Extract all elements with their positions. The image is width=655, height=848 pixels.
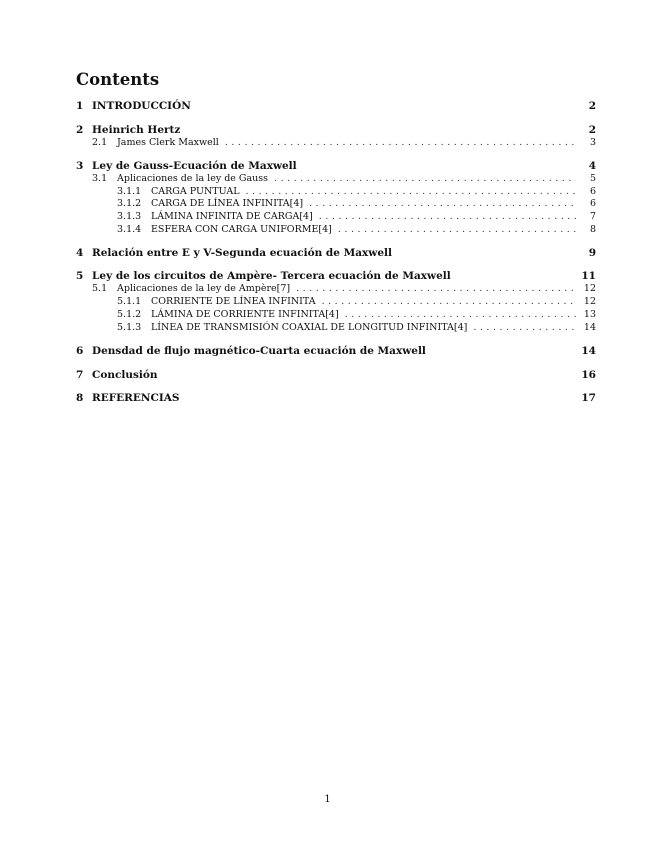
toc-entry-4[interactable] xyxy=(76,247,596,261)
toc-entry-number: 3.1.3 xyxy=(117,211,142,222)
toc-entry-number: 5.1.1 xyxy=(117,296,142,307)
toc-entry-title: LÁMINA INFINITA DE CARGA[4] xyxy=(151,211,313,222)
toc-entry-title: Aplicaciones de la ley de Gauss xyxy=(117,173,269,184)
toc-entry-number: 3.1 xyxy=(92,173,108,184)
toc-entry-6[interactable] xyxy=(76,345,596,359)
toc-entry-page: 6 xyxy=(589,198,596,209)
toc-entry-page: 17 xyxy=(581,392,596,404)
toc-entry-title: Ley de Gauss-Ecuación de Maxwell xyxy=(92,160,297,172)
toc-entry-page: 7 xyxy=(589,211,596,222)
toc-entry-number: 5.1.3 xyxy=(117,322,142,333)
toc-dot-leader xyxy=(246,186,576,197)
toc-entry-3-1[interactable] xyxy=(76,173,596,187)
toc-entry-number: 3.1.4 xyxy=(117,224,142,235)
toc-entry-number: 2 xyxy=(76,124,84,136)
toc-entry-3-1-3[interactable] xyxy=(76,211,596,225)
toc-entry-5[interactable] xyxy=(76,270,596,284)
toc-entry-page: 14 xyxy=(581,345,596,357)
page-number-footer: 1 xyxy=(324,794,331,805)
toc-entry-title: CARGA DE LÍNEA INFINITA[4] xyxy=(151,198,304,209)
toc-entry-number: 4 xyxy=(76,247,84,259)
toc-entry-page: 16 xyxy=(581,369,596,381)
toc-entry-number: 8 xyxy=(76,392,84,404)
toc-entry-title: Conclusión xyxy=(92,369,158,381)
toc-entry-8[interactable] xyxy=(76,392,596,406)
toc-entry-title: Densdad de flujo magnético-Cuarta ecuación de Maxwell xyxy=(92,345,426,357)
toc-entry-page: 3 xyxy=(589,137,596,148)
toc-entry-title: Ley de los circuitos de Ampère- Tercera ecuación de Maxwell xyxy=(92,270,451,282)
toc-dot-leader xyxy=(296,283,576,294)
toc-entry-title: Heinrich Hertz xyxy=(92,124,181,136)
toc-entry-number: 3 xyxy=(76,160,84,172)
toc-entry-2[interactable] xyxy=(76,124,596,138)
toc-entry-page: 4 xyxy=(588,160,596,172)
toc-entry-page: 9 xyxy=(588,247,596,259)
toc-entry-page: 12 xyxy=(583,296,596,307)
toc-entry-number: 5.1.2 xyxy=(117,309,142,320)
toc-entry-2-1[interactable] xyxy=(76,137,596,151)
toc-entry-title: CORRIENTE DE LÍNEA INFINITA xyxy=(151,296,316,307)
toc-entry-title: Aplicaciones de la ley de Ampère[7] xyxy=(117,283,291,294)
toc-dot-leader xyxy=(225,137,576,148)
toc-entry-title: Relación entre E y V-Segunda ecuación de Maxwell xyxy=(92,247,392,259)
toc-entry-5-1-1[interactable] xyxy=(76,296,596,310)
toc-entry-number: 1 xyxy=(76,100,84,112)
toc-entry-page: 13 xyxy=(583,309,596,320)
toc-entry-number: 3.1.1 xyxy=(117,186,142,197)
toc-entry-title: LÍNEA DE TRANSMISIÓN COAXIAL DE LONGITUD INFINITA[4] xyxy=(151,322,468,333)
toc-entry-7[interactable] xyxy=(76,369,596,383)
toc-entry-5-1-3[interactable] xyxy=(76,322,596,336)
toc-entry-number: 7 xyxy=(76,369,84,381)
toc-entry-3-1-4[interactable] xyxy=(76,224,596,238)
toc-dot-leader xyxy=(309,198,576,209)
toc-entry-page: 8 xyxy=(589,224,596,235)
toc-heading: Contents xyxy=(76,70,160,89)
toc-entry-number: 5.1 xyxy=(92,283,108,294)
toc-entry-5-1[interactable] xyxy=(76,283,596,297)
toc-entry-number: 3.1.2 xyxy=(117,198,142,209)
toc-dot-leader xyxy=(322,296,576,307)
toc-entry-title: REFERENCIAS xyxy=(92,392,180,404)
toc-entry-title: James Clerk Maxwell xyxy=(117,137,219,148)
toc-entry-title: ESFERA CON CARGA UNIFORME[4] xyxy=(151,224,332,235)
toc-entry-5-1-2[interactable] xyxy=(76,309,596,323)
toc-entry-3[interactable] xyxy=(76,160,596,174)
toc-dot-leader xyxy=(473,322,576,333)
toc-entry-number: 5 xyxy=(76,270,84,282)
toc-entry-title: LÁMINA DE CORRIENTE INFINITA[4] xyxy=(151,309,339,320)
toc-entry-page: 6 xyxy=(589,186,596,197)
toc-entry-page: 14 xyxy=(583,322,596,333)
toc-dot-leader xyxy=(338,224,576,235)
toc-entry-page: 2 xyxy=(588,124,596,136)
toc-dot-leader xyxy=(345,309,576,320)
toc-entry-page: 12 xyxy=(583,283,596,294)
toc-entry-number: 6 xyxy=(76,345,84,357)
toc-dot-leader xyxy=(319,211,576,222)
toc-dot-leader xyxy=(274,173,576,184)
toc-entry-page: 5 xyxy=(589,173,596,184)
toc-entry-page: 11 xyxy=(581,270,596,282)
toc-entry-title: INTRODUCCIÓN xyxy=(92,100,191,112)
toc-entry-page: 2 xyxy=(588,100,596,112)
toc-entry-number: 2.1 xyxy=(92,137,108,148)
toc-entry-title: CARGA PUNTUAL xyxy=(151,186,240,197)
toc-entry-1[interactable] xyxy=(76,100,596,114)
toc-entry-3-1-2[interactable] xyxy=(76,198,596,212)
